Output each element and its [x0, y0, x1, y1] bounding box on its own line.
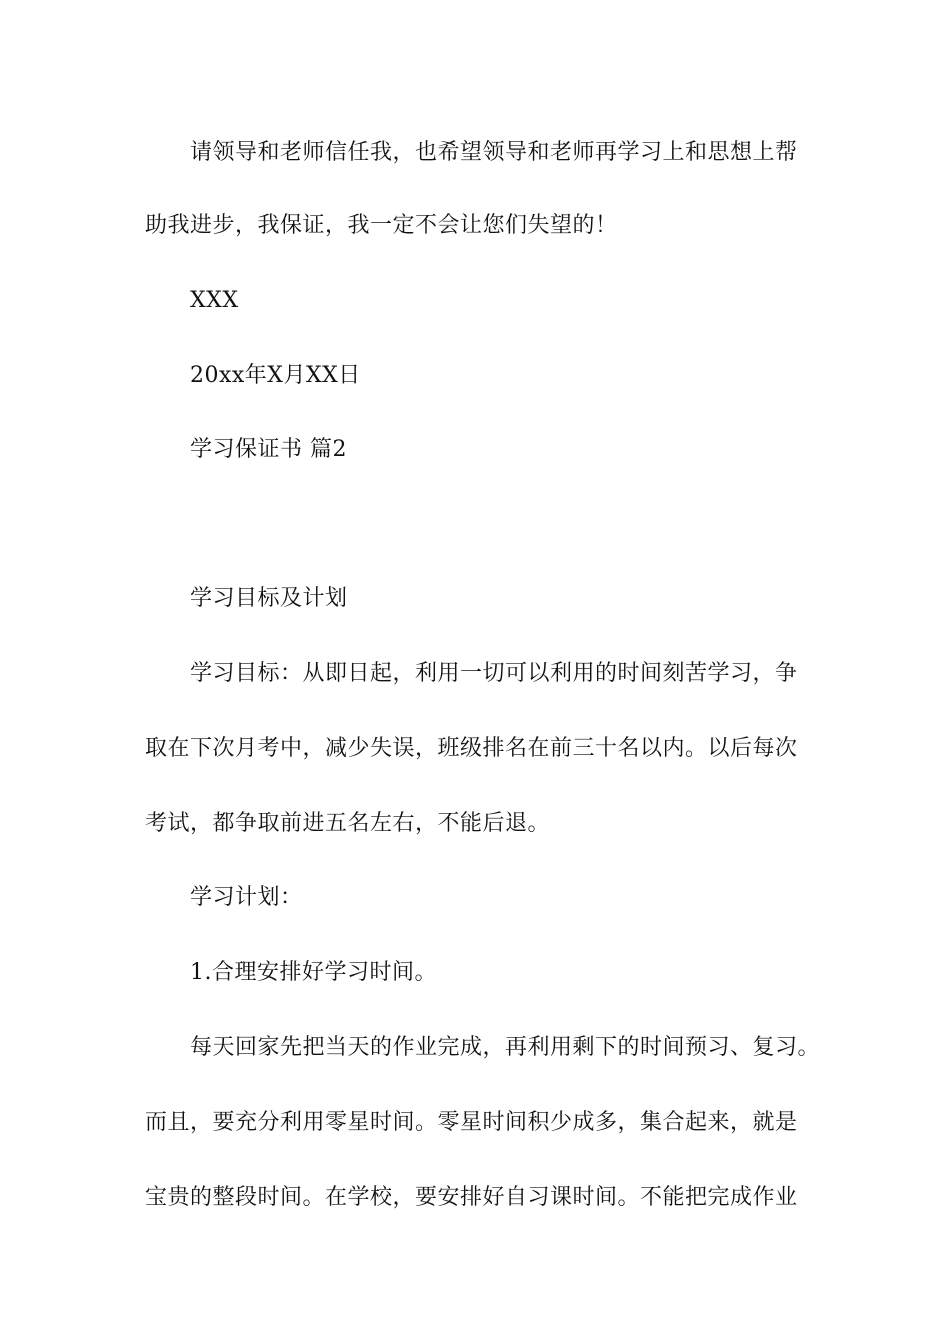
paragraph-line: 而且，要充分利用零星时间。零星时间积少成多，集合起来，就是 — [145, 1110, 798, 1135]
paragraph-line: 每天回家先把当天的作业完成，再利用剩下的时间预习、复习。 — [190, 1035, 821, 1060]
paragraph-line: 取在下次月考中，减少失误，班级排名在前三十名以内。以后每次 — [145, 736, 798, 761]
signature-name: XXX — [190, 288, 239, 313]
signature-date: 20xx年X月XX日 — [190, 363, 361, 388]
subheading: 学习计划： — [190, 885, 303, 910]
paragraph-line: 助我进步，我保证，我一定不会让您们失望的！ — [145, 213, 618, 238]
paragraph-line: 宝贵的整段时间。在学校，要安排好自习课时间。不能把完成作业 — [145, 1185, 798, 1210]
list-item: 1.合理安排好学习时间。 — [190, 960, 437, 985]
paragraph-line: 请领导和老师信任我，也希望领导和老师再学习上和思想上帮 — [190, 140, 798, 165]
section-title: 学习保证书 篇2 — [190, 437, 347, 462]
heading: 学习目标及计划 — [190, 586, 348, 611]
paragraph-line: 学习目标：从即日起，利用一切可以利用的时间刻苦学习，争 — [190, 661, 798, 686]
paragraph-line: 考试，都争取前进五名左右，不能后退。 — [145, 811, 551, 836]
